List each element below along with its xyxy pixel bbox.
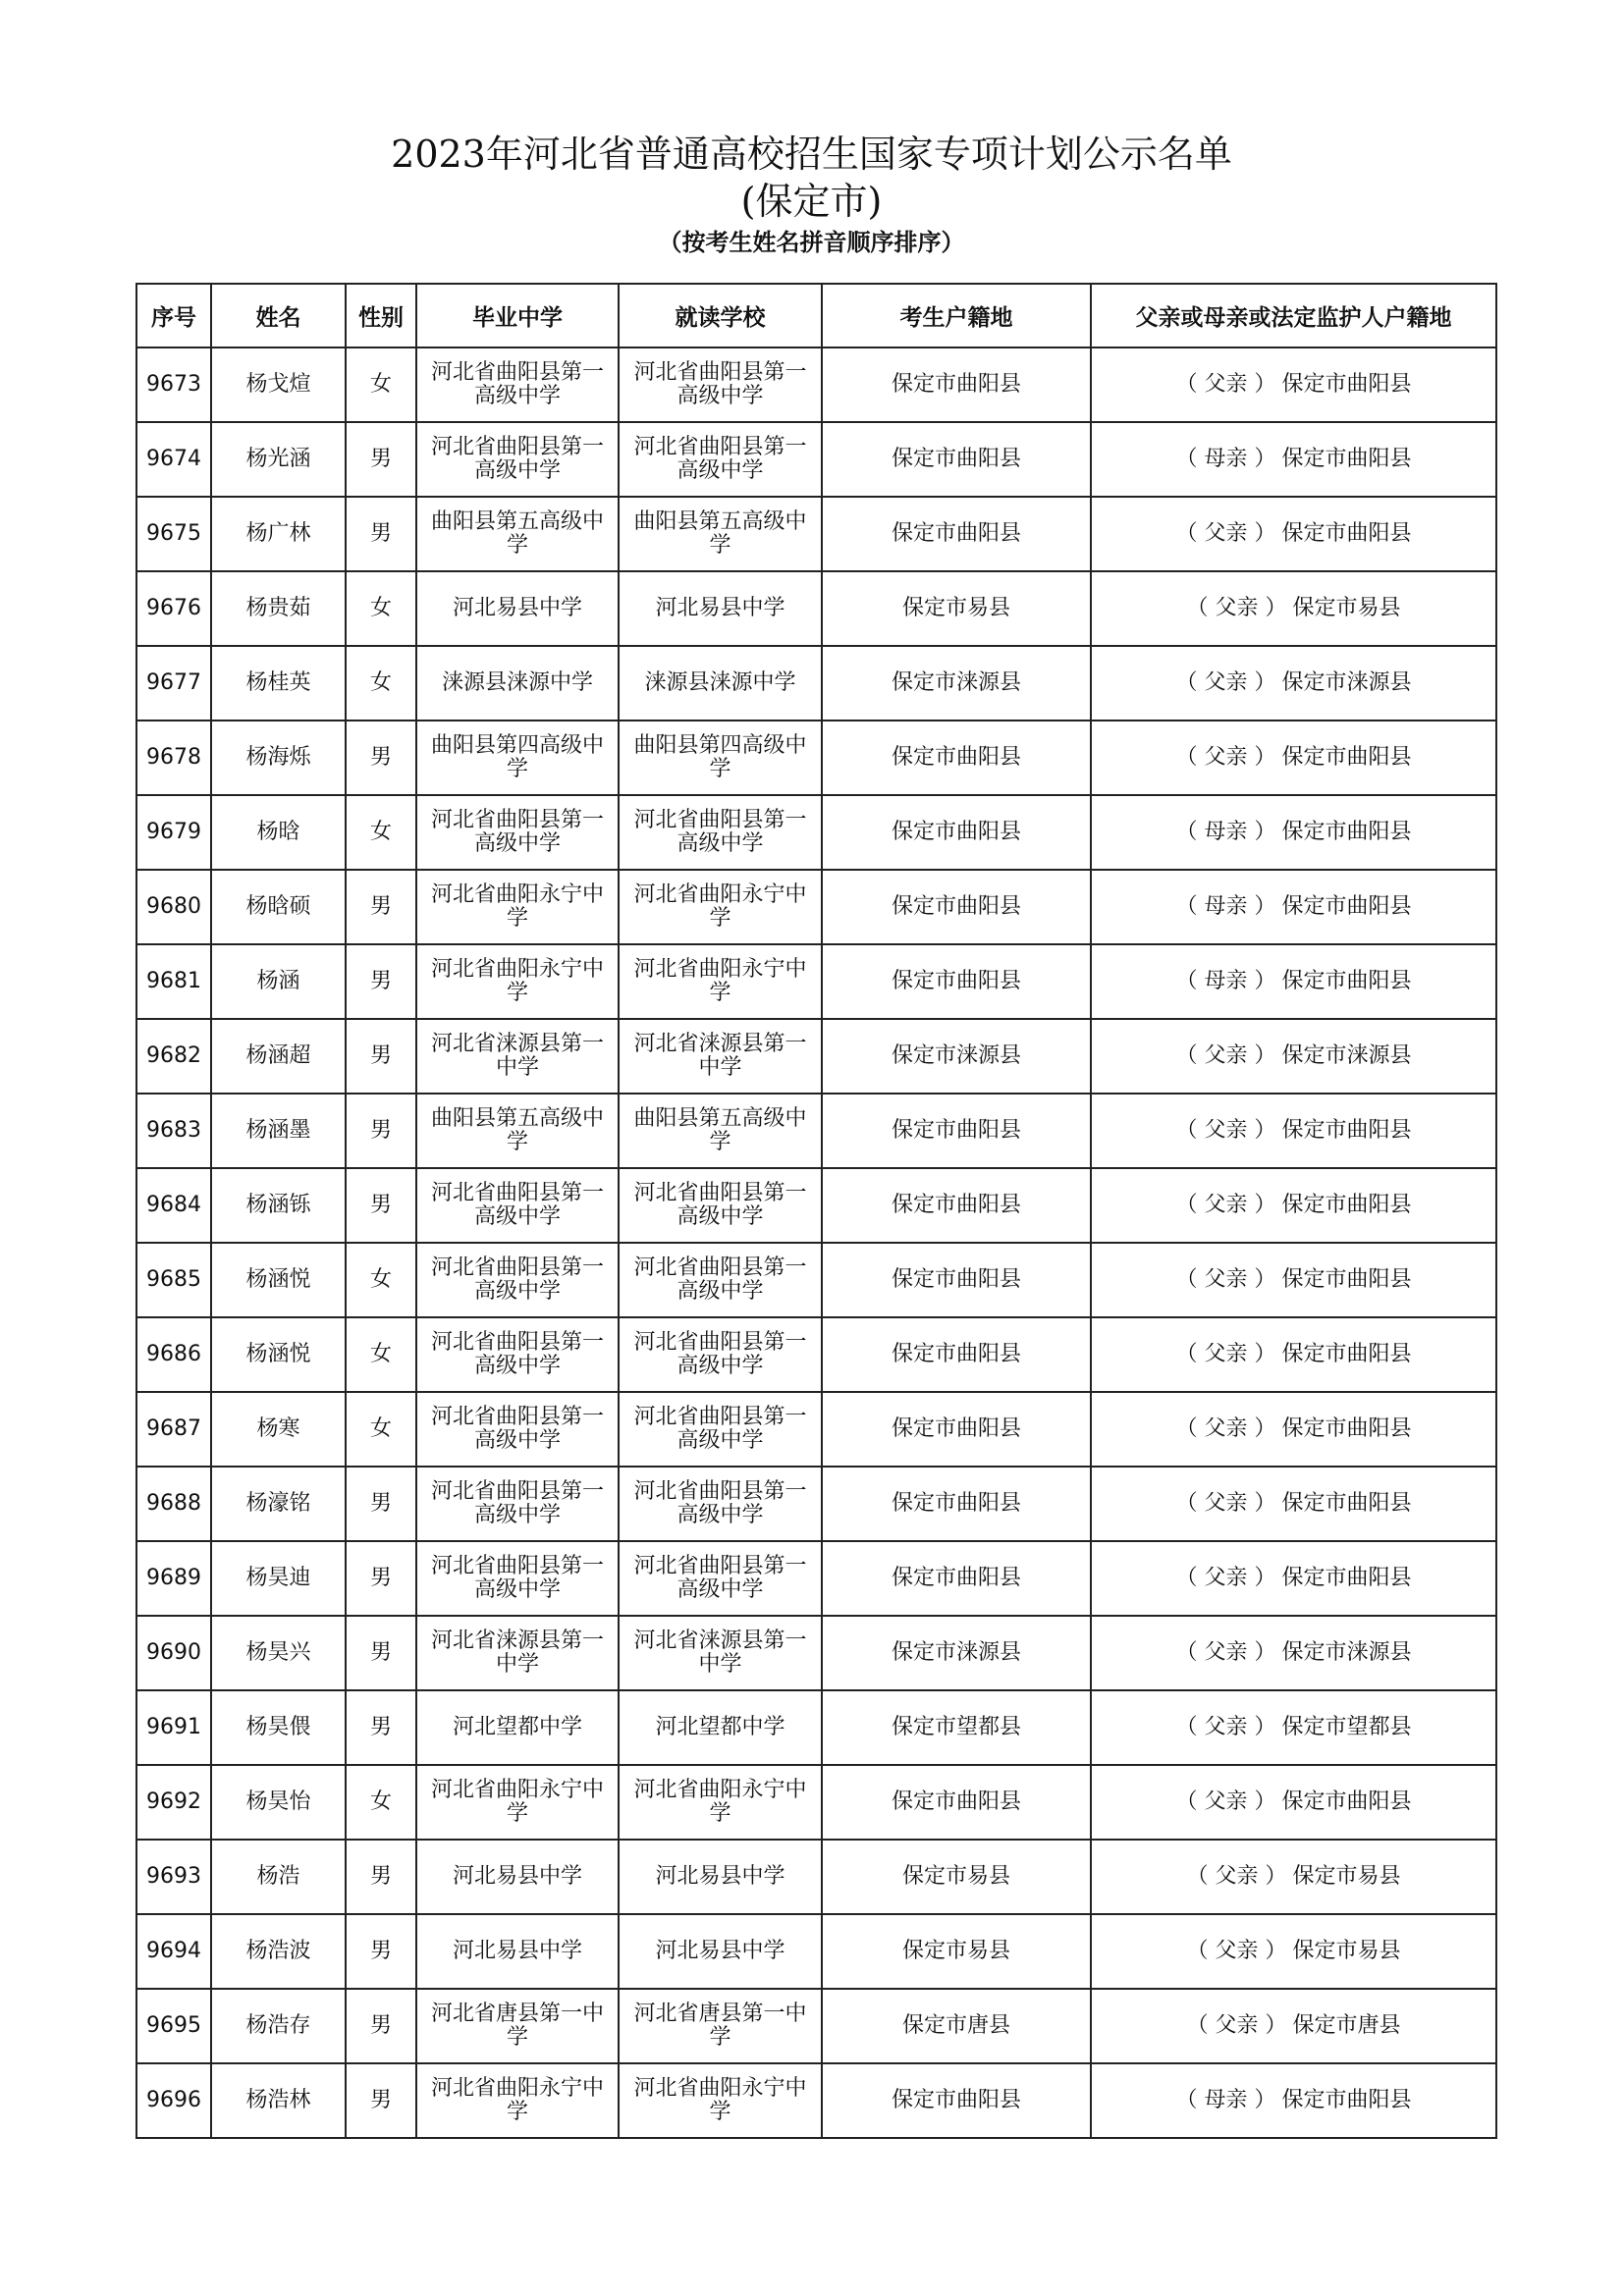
cell-guardian-hukou	[1091, 2063, 1496, 2138]
guardian-place: 保定市曲阳县	[1281, 1789, 1412, 1814]
guardian-relation: （ 父亲 ）	[1175, 1416, 1276, 1441]
header-grad-school: 毕业中学	[416, 284, 619, 347]
cell-grad-school: 河北省曲阳永宁中学	[416, 1765, 619, 1840]
cell-name: 杨广林	[211, 497, 346, 571]
guardian-relation: （ 父亲 ）	[1186, 2013, 1287, 2038]
cell-grad-school: 曲阳县第五高级中学	[416, 497, 619, 571]
cell-guardian-hukou	[1091, 1168, 1496, 1243]
cell-hukou: 保定市涞源县	[822, 646, 1091, 721]
guardian-relation: （ 父亲 ）	[1175, 1715, 1276, 1739]
cell-current-school: 河北易县中学	[619, 1840, 822, 1914]
cell-current-school: 河北省曲阳县第一高级中学	[619, 422, 822, 497]
cell-name: 杨昊偎	[211, 1690, 346, 1765]
sort-note: （按考生姓名拼音顺序排序）	[658, 229, 965, 256]
cell-no: 9693	[136, 1840, 211, 1914]
guardian-place: 保定市曲阳县	[1281, 1193, 1412, 1217]
guardian-relation: （ 父亲 ）	[1175, 1640, 1276, 1665]
cell-current-school: 河北易县中学	[619, 571, 822, 646]
guardian-place: 保定市曲阳县	[1281, 1267, 1412, 1292]
cell-gender: 女	[346, 1243, 416, 1317]
guardian-place: 保定市曲阳县	[1281, 372, 1412, 397]
table-row	[136, 944, 1496, 1019]
cell-guardian-hukou	[1091, 721, 1496, 795]
cell-name: 杨桂英	[211, 646, 346, 721]
cell-gender: 男	[346, 1989, 416, 2063]
guardian-relation: （ 母亲 ）	[1175, 447, 1276, 471]
cell-guardian-hukou	[1091, 1989, 1496, 2063]
cell-grad-school: 河北省曲阳县第一高级中学	[416, 347, 619, 422]
cell-no: 9682	[136, 1019, 211, 1094]
cell-guardian-hukou	[1091, 1317, 1496, 1392]
cell-current-school: 河北省曲阳县第一高级中学	[619, 347, 822, 422]
guardian-place: 保定市易县	[1292, 1939, 1401, 1963]
guardian-place: 保定市涞源县	[1281, 670, 1412, 695]
guardian-relation: （ 父亲 ）	[1175, 1342, 1276, 1366]
cell-grad-school: 河北省涞源县第一中学	[416, 1019, 619, 1094]
guardian-place: 保定市唐县	[1292, 2013, 1401, 2038]
guardian-place: 保定市曲阳县	[1281, 521, 1412, 546]
header-no: 序号	[136, 284, 211, 347]
guardian-place: 保定市涞源县	[1281, 1640, 1412, 1665]
guardian-place: 保定市曲阳县	[1281, 1342, 1412, 1366]
table-row	[136, 1616, 1496, 1690]
cell-gender: 男	[346, 870, 416, 944]
table-row	[136, 721, 1496, 795]
cell-grad-school: 河北省曲阳县第一高级中学	[416, 1392, 619, 1467]
cell-hukou: 保定市曲阳县	[822, 1392, 1091, 1467]
cell-no: 9687	[136, 1392, 211, 1467]
header-gender: 性别	[346, 284, 416, 347]
cell-no: 9681	[136, 944, 211, 1019]
cell-name: 杨浩林	[211, 2063, 346, 2138]
cell-grad-school: 河北省曲阳县第一高级中学	[416, 422, 619, 497]
table-row	[136, 497, 1496, 571]
cell-grad-school: 河北省曲阳永宁中学	[416, 2063, 619, 2138]
cell-current-school: 河北省曲阳县第一高级中学	[619, 1392, 822, 1467]
cell-no: 9696	[136, 2063, 211, 2138]
cell-guardian-hukou	[1091, 1616, 1496, 1690]
cell-current-school: 河北省曲阳县第一高级中学	[619, 1243, 822, 1317]
cell-no: 9686	[136, 1317, 211, 1392]
cell-grad-school: 河北易县中学	[416, 571, 619, 646]
cell-current-school: 河北省涞源县第一中学	[619, 1616, 822, 1690]
cell-current-school: 河北省曲阳县第一高级中学	[619, 1317, 822, 1392]
table-row	[136, 1392, 1496, 1467]
cell-hukou: 保定市唐县	[822, 1989, 1091, 2063]
cell-gender: 女	[346, 571, 416, 646]
cell-no: 9688	[136, 1467, 211, 1541]
guardian-place: 保定市曲阳县	[1281, 894, 1412, 919]
cell-gender: 男	[346, 1467, 416, 1541]
cell-no: 9674	[136, 422, 211, 497]
cell-no: 9685	[136, 1243, 211, 1317]
cell-hukou: 保定市易县	[822, 1840, 1091, 1914]
cell-hukou: 保定市曲阳县	[822, 347, 1091, 422]
cell-current-school: 曲阳县第五高级中学	[619, 497, 822, 571]
table-row	[136, 870, 1496, 944]
cell-gender: 女	[346, 347, 416, 422]
cell-guardian-hukou	[1091, 1765, 1496, 1840]
cell-hukou: 保定市曲阳县	[822, 1541, 1091, 1616]
table-row	[136, 1989, 1496, 2063]
cell-no: 9673	[136, 347, 211, 422]
guardian-place: 保定市曲阳县	[1281, 1491, 1412, 1516]
cell-gender: 男	[346, 422, 416, 497]
table-row	[136, 1541, 1496, 1616]
cell-no: 9683	[136, 1094, 211, 1168]
cell-no: 9680	[136, 870, 211, 944]
cell-gender: 男	[346, 944, 416, 1019]
cell-gender: 女	[346, 1317, 416, 1392]
table-row	[136, 646, 1496, 721]
cell-hukou: 保定市曲阳县	[822, 795, 1091, 870]
guardian-relation: （ 父亲 ）	[1175, 745, 1276, 770]
guardian-place: 保定市曲阳县	[1281, 1566, 1412, 1590]
cell-grad-school: 河北省曲阳县第一高级中学	[416, 795, 619, 870]
cell-guardian-hukou	[1091, 1541, 1496, 1616]
header-name: 姓名	[211, 284, 346, 347]
cell-no: 9676	[136, 571, 211, 646]
guardian-relation: （ 父亲 ）	[1175, 1043, 1276, 1068]
cell-hukou: 保定市曲阳县	[822, 1243, 1091, 1317]
cell-gender: 男	[346, 721, 416, 795]
cell-grad-school: 河北易县中学	[416, 1914, 619, 1989]
cell-hukou: 保定市曲阳县	[822, 1467, 1091, 1541]
cell-no: 9694	[136, 1914, 211, 1989]
header-hukou: 考生户籍地	[822, 284, 1091, 347]
guardian-relation: （ 父亲 ）	[1175, 1789, 1276, 1814]
cell-current-school: 河北省唐县第一中学	[619, 1989, 822, 2063]
cell-grad-school: 河北省曲阳永宁中学	[416, 870, 619, 944]
cell-gender: 男	[346, 2063, 416, 2138]
cell-no: 9690	[136, 1616, 211, 1690]
guardian-place: 保定市曲阳县	[1281, 1416, 1412, 1441]
cell-name: 杨濠铭	[211, 1467, 346, 1541]
table-row	[136, 1317, 1496, 1392]
guardian-relation: （ 父亲 ）	[1175, 670, 1276, 695]
cell-guardian-hukou	[1091, 1914, 1496, 1989]
cell-name: 杨涵悦	[211, 1243, 346, 1317]
table-row	[136, 1094, 1496, 1168]
cell-hukou: 保定市易县	[822, 571, 1091, 646]
cell-guardian-hukou	[1091, 347, 1496, 422]
roster-table	[135, 283, 1497, 2139]
guardian-relation: （ 母亲 ）	[1175, 2088, 1276, 2112]
cell-no: 9691	[136, 1690, 211, 1765]
cell-hukou: 保定市曲阳县	[822, 1094, 1091, 1168]
guardian-relation: （ 父亲 ）	[1186, 1939, 1287, 1963]
cell-grad-school: 曲阳县第五高级中学	[416, 1094, 619, 1168]
cell-name: 杨涵超	[211, 1019, 346, 1094]
cell-grad-school: 河北易县中学	[416, 1840, 619, 1914]
cell-guardian-hukou	[1091, 944, 1496, 1019]
cell-current-school: 河北省曲阳永宁中学	[619, 870, 822, 944]
cell-guardian-hukou	[1091, 497, 1496, 571]
guardian-relation: （ 父亲 ）	[1175, 1566, 1276, 1590]
cell-current-school: 曲阳县第五高级中学	[619, 1094, 822, 1168]
cell-name: 杨晗硕	[211, 870, 346, 944]
cell-grad-school: 河北省曲阳县第一高级中学	[416, 1168, 619, 1243]
cell-current-school: 涞源县涞源中学	[619, 646, 822, 721]
cell-guardian-hukou	[1091, 795, 1496, 870]
cell-name: 杨光涵	[211, 422, 346, 497]
cell-grad-school: 河北省曲阳永宁中学	[416, 944, 619, 1019]
guardian-relation: （ 父亲 ）	[1186, 596, 1287, 620]
cell-grad-school: 河北省曲阳县第一高级中学	[416, 1541, 619, 1616]
page-title: 2023年河北省普通高校招生国家专项计划公示名单	[391, 133, 1232, 176]
guardian-place: 保定市曲阳县	[1281, 820, 1412, 844]
cell-hukou: 保定市易县	[822, 1914, 1091, 1989]
cell-current-school: 河北省曲阳县第一高级中学	[619, 1168, 822, 1243]
cell-hukou: 保定市涞源县	[822, 1019, 1091, 1094]
guardian-relation: （ 父亲 ）	[1175, 521, 1276, 546]
cell-gender: 男	[346, 1168, 416, 1243]
cell-guardian-hukou	[1091, 646, 1496, 721]
header-current-school: 就读学校	[619, 284, 822, 347]
cell-hukou: 保定市望都县	[822, 1690, 1091, 1765]
cell-grad-school: 河北省涞源县第一中学	[416, 1616, 619, 1690]
cell-gender: 女	[346, 795, 416, 870]
cell-grad-school: 河北省曲阳县第一高级中学	[416, 1243, 619, 1317]
cell-gender: 女	[346, 646, 416, 721]
table-row	[136, 1914, 1496, 1989]
table-row	[136, 347, 1496, 422]
cell-hukou: 保定市涞源县	[822, 1616, 1091, 1690]
cell-guardian-hukou	[1091, 422, 1496, 497]
cell-grad-school: 涞源县涞源中学	[416, 646, 619, 721]
cell-name: 杨浩波	[211, 1914, 346, 1989]
table-row	[136, 422, 1496, 497]
guardian-relation: （ 母亲 ）	[1175, 820, 1276, 844]
cell-name: 杨浩存	[211, 1989, 346, 2063]
header-guardian-hukou: 父亲或母亲或法定监护人户籍地	[1091, 284, 1496, 347]
cell-guardian-hukou	[1091, 1467, 1496, 1541]
cell-no: 9684	[136, 1168, 211, 1243]
cell-gender: 男	[346, 1094, 416, 1168]
cell-gender: 男	[346, 1541, 416, 1616]
guardian-place: 保定市曲阳县	[1281, 969, 1412, 993]
guardian-place: 保定市曲阳县	[1281, 2088, 1412, 2112]
table-row	[136, 1690, 1496, 1765]
cell-current-school: 曲阳县第四高级中学	[619, 721, 822, 795]
cell-hukou: 保定市曲阳县	[822, 944, 1091, 1019]
cell-guardian-hukou	[1091, 1243, 1496, 1317]
cell-hukou: 保定市曲阳县	[822, 721, 1091, 795]
cell-no: 9675	[136, 497, 211, 571]
guardian-relation: （ 父亲 ）	[1175, 1491, 1276, 1516]
cell-grad-school: 河北省曲阳县第一高级中学	[416, 1317, 619, 1392]
cell-name: 杨浩	[211, 1840, 346, 1914]
cell-name: 杨贵茹	[211, 571, 346, 646]
table-row	[136, 1765, 1496, 1840]
cell-gender: 男	[346, 1690, 416, 1765]
guardian-relation: （ 父亲 ）	[1175, 1267, 1276, 1292]
cell-no: 9695	[136, 1989, 211, 2063]
cell-hukou: 保定市曲阳县	[822, 422, 1091, 497]
table-row	[136, 795, 1496, 870]
cell-guardian-hukou	[1091, 870, 1496, 944]
cell-grad-school: 河北省唐县第一中学	[416, 1989, 619, 2063]
cell-gender: 女	[346, 1392, 416, 1467]
header-row	[136, 284, 1496, 347]
table-row	[136, 1840, 1496, 1914]
guardian-place: 保定市望都县	[1281, 1715, 1412, 1739]
cell-no: 9692	[136, 1765, 211, 1840]
guardian-place: 保定市曲阳县	[1281, 447, 1412, 471]
cell-no: 9677	[136, 646, 211, 721]
cell-gender: 男	[346, 1019, 416, 1094]
guardian-relation: （ 母亲 ）	[1175, 894, 1276, 919]
cell-name: 杨昊迪	[211, 1541, 346, 1616]
cell-grad-school: 曲阳县第四高级中学	[416, 721, 619, 795]
cell-gender: 男	[346, 497, 416, 571]
cell-guardian-hukou	[1091, 571, 1496, 646]
cell-no: 9678	[136, 721, 211, 795]
cell-name: 杨涵	[211, 944, 346, 1019]
cell-name: 杨寒	[211, 1392, 346, 1467]
guardian-place: 保定市曲阳县	[1281, 1118, 1412, 1143]
table-row	[136, 2063, 1496, 2138]
table-row	[136, 1243, 1496, 1317]
cell-grad-school: 河北望都中学	[416, 1690, 619, 1765]
cell-gender: 男	[346, 1840, 416, 1914]
table-row	[136, 1168, 1496, 1243]
cell-gender: 男	[346, 1914, 416, 1989]
cell-name: 杨晗	[211, 795, 346, 870]
cell-name: 杨涵悦	[211, 1317, 346, 1392]
cell-hukou: 保定市曲阳县	[822, 1168, 1091, 1243]
cell-current-school: 河北省曲阳永宁中学	[619, 1765, 822, 1840]
cell-no: 9679	[136, 795, 211, 870]
cell-current-school: 河北省曲阳县第一高级中学	[619, 1541, 822, 1616]
page-subtitle: (保定市)	[740, 180, 883, 223]
cell-grad-school: 河北省曲阳县第一高级中学	[416, 1467, 619, 1541]
guardian-place: 保定市易县	[1292, 1864, 1401, 1889]
cell-guardian-hukou	[1091, 1392, 1496, 1467]
cell-current-school: 河北省曲阳永宁中学	[619, 2063, 822, 2138]
cell-hukou: 保定市曲阳县	[822, 497, 1091, 571]
cell-name: 杨涵墨	[211, 1094, 346, 1168]
cell-name: 杨昊兴	[211, 1616, 346, 1690]
guardian-relation: （ 母亲 ）	[1175, 969, 1276, 993]
cell-guardian-hukou	[1091, 1094, 1496, 1168]
cell-guardian-hukou	[1091, 1019, 1496, 1094]
cell-gender: 男	[346, 1616, 416, 1690]
cell-name: 杨戈煊	[211, 347, 346, 422]
cell-hukou: 保定市曲阳县	[822, 2063, 1091, 2138]
cell-name: 杨海烁	[211, 721, 346, 795]
table-row	[136, 1019, 1496, 1094]
table-row	[136, 571, 1496, 646]
guardian-relation: （ 父亲 ）	[1186, 1864, 1287, 1889]
cell-current-school: 河北省涞源县第一中学	[619, 1019, 822, 1094]
guardian-relation: （ 父亲 ）	[1175, 372, 1276, 397]
guardian-place: 保定市易县	[1292, 596, 1401, 620]
cell-guardian-hukou	[1091, 1690, 1496, 1765]
cell-current-school: 河北易县中学	[619, 1914, 822, 1989]
cell-current-school: 河北省曲阳县第一高级中学	[619, 1467, 822, 1541]
cell-current-school: 河北省曲阳永宁中学	[619, 944, 822, 1019]
cell-no: 9689	[136, 1541, 211, 1616]
guardian-place: 保定市曲阳县	[1281, 745, 1412, 770]
cell-name: 杨涵铄	[211, 1168, 346, 1243]
cell-name: 杨昊怡	[211, 1765, 346, 1840]
cell-hukou: 保定市曲阳县	[822, 1765, 1091, 1840]
cell-hukou: 保定市曲阳县	[822, 1317, 1091, 1392]
cell-current-school: 河北省曲阳县第一高级中学	[619, 795, 822, 870]
table-row	[136, 1467, 1496, 1541]
cell-guardian-hukou	[1091, 1840, 1496, 1914]
cell-hukou: 保定市曲阳县	[822, 870, 1091, 944]
guardian-relation: （ 父亲 ）	[1175, 1118, 1276, 1143]
guardian-relation: （ 父亲 ）	[1175, 1193, 1276, 1217]
guardian-place: 保定市涞源县	[1281, 1043, 1412, 1068]
cell-current-school: 河北望都中学	[619, 1690, 822, 1765]
cell-gender: 女	[346, 1765, 416, 1840]
